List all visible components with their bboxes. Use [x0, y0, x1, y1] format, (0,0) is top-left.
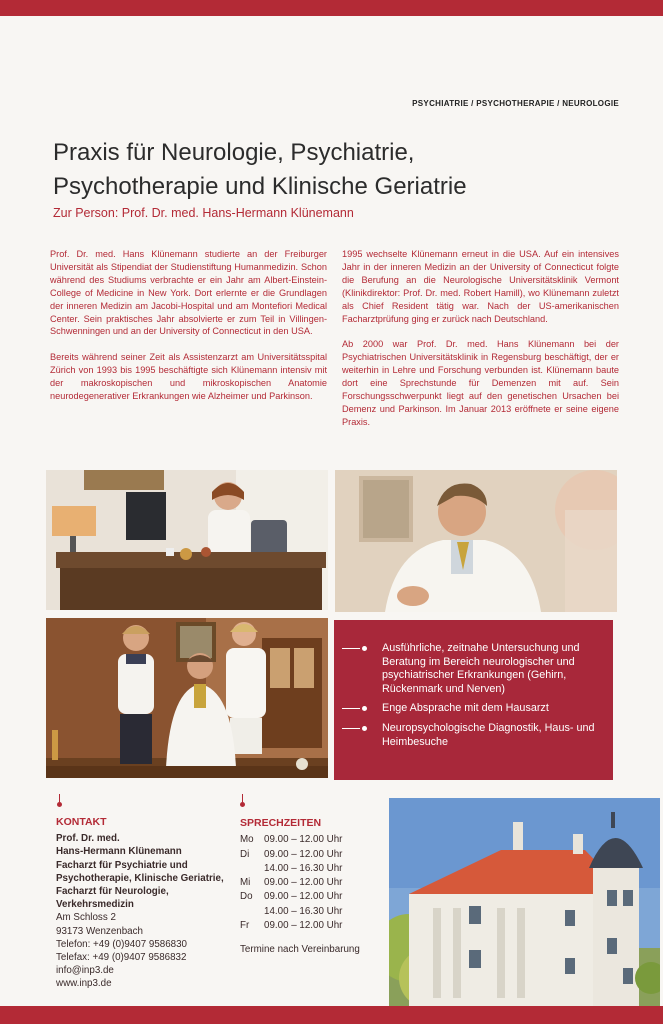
category-label: PSYCHIATRIE / PSYCHOTHERAPIE / NEUROLOGIE: [412, 99, 619, 108]
service-item: Neuropsychologische Diagnostik, Haus- und Heimbesuche: [334, 722, 599, 749]
contact-name-line: Facharzt für Psychiatrie und: [56, 859, 188, 871]
photo-practice-building: [389, 798, 660, 1008]
email-link[interactable]: info@inp3.de: [56, 965, 114, 977]
title-line-2: Psychotherapie und Klinische Geriatrie: [53, 173, 467, 200]
fax: Telefax: +49 (0)9407 9586832: [56, 952, 187, 964]
top-accent-bar: [0, 0, 663, 16]
hours-row: Do 09.00 – 12.00 Uhr: [240, 891, 343, 903]
bio-paragraph: 1995 wechselte Klünemann erneut in die USA. Auf ein intensives Jahr in der inneren Medizin an der University of Connecticut folgte die Berufung an die Neurologische Universitätsklinik Vermont (Klinikdirektor: Prof. Dr. med. Robert Hamill), wo Klünemann zuletzt als Chief Resident tätig war. Nach der US-amerikanischen Facharztprüfung ging er zurück nach Deutschland.: [342, 249, 619, 324]
services-list: [334, 620, 613, 749]
bullet-icon: [342, 648, 372, 650]
hours-table: [240, 833, 342, 933]
bio-paragraph: Prof. Dr. med. Hans Klünemann studierte an der Freiburger Universität als Stipendiat der Studienstiftung Humanmedizin. Schon während des Studiums verbrachte er ein Jahr am Albert-Einstein-College of Medicine in New York. Dort erlernte er die Grundlagen der inneren Medizin am Jacobi-Hospital und am Montefiori Medical Center. Sein praktisches Jahr absolvierte er zum Teil in Villingen-Schwenningen und an der University of Connecticut in den USA.: [50, 249, 327, 337]
bio-paragraph: Bereits während seiner Zeit als Assistenzarzt am Universitätsspital Zürich von 1993 bis 1995 beschäftigte sich Klünemann intensiv mit der makroskopischen und mikroskopischen Anatomie neurodegenerativer Erkrankungen wie Alzheimer und Parkinson.: [50, 352, 327, 402]
subtitle: Zur Person: Prof. Dr. med. Hans-Hermann Klünemann: [53, 206, 354, 220]
bio-paragraph: Ab 2000 war Prof. Dr. med. Hans Klünemann bei der Psychiatrischen Universitätsklinik in Regensburg beschäftigt, der er weiterhin in Lehre und Forschung verbunden ist. Klünemann baute dort eine Sprechstunde für Demenzen mit auf. Sein Forschungsschwerpunkt liegt auf den genetischen Ursachen bei Demenz und Parkinson. Im Januar 2013 eröffnete er seine eigene Praxis.: [342, 339, 619, 427]
bullet-icon: [342, 728, 372, 730]
photo-practice-team: [46, 618, 328, 778]
services-panel: [334, 620, 613, 780]
bio-column-right: [342, 248, 619, 442]
office-hours: [240, 816, 380, 958]
contact-heading: KONTAKT: [56, 816, 107, 828]
hours-row: 14.00 – 16.30 Uhr: [264, 905, 343, 917]
photo-doctor-portrait: [335, 470, 617, 612]
hours-row: Mo 09.00 – 12.00 Uhr: [240, 834, 343, 846]
service-item: Enge Absprache mit dem Hausarzt: [334, 702, 599, 716]
photo-reception-desk: [46, 470, 328, 610]
appointment-note: Termine nach Vereinbarung: [240, 944, 360, 956]
title-line-1: Praxis für Neurologie, Psychiatrie,: [53, 139, 415, 166]
website-link[interactable]: www.inp3.de: [56, 978, 112, 990]
hours-row: Di 09.00 – 12.00 Uhr: [240, 848, 343, 860]
contact-name-line: Prof. Dr. med.: [56, 833, 120, 845]
hours-row: Fr 09.00 – 12.00 Uhr: [240, 920, 343, 932]
page-title: [53, 136, 613, 204]
contact-name-line: Psychotherapie, Klinische Geriatrie, Facharzt für Neurologie,: [56, 872, 224, 898]
hours-heading: SPRECHZEITEN: [240, 817, 322, 829]
contact-name-line: Verkehrsmedizin: [56, 899, 134, 911]
phone[interactable]: Telefon: +49 (0)9407 9586830: [56, 938, 188, 950]
hours-row: 14.00 – 16.30 Uhr: [264, 862, 343, 874]
hours-row: Mi 09.00 – 12.00 Uhr: [240, 877, 343, 889]
address-line: Am Schloss 2: [56, 912, 116, 924]
address-line: 93173 Wenzenbach: [56, 925, 143, 937]
contact-name-line: Hans-Hermann Klünemann: [56, 846, 182, 858]
service-item: Ausführliche, zeitnahe Untersuchung und Beratung im Bereich neurologischer und psychiatrischer Erkrankungen (Gehirn, Rückenmark und Nerven): [334, 642, 599, 696]
bullet-icon: [342, 708, 372, 710]
bottom-accent-bar: [0, 1006, 663, 1024]
contact-block: [56, 816, 226, 991]
location-pin-icon: [240, 794, 246, 806]
location-pin-icon: [57, 794, 63, 806]
bio-column-left: [50, 248, 327, 416]
